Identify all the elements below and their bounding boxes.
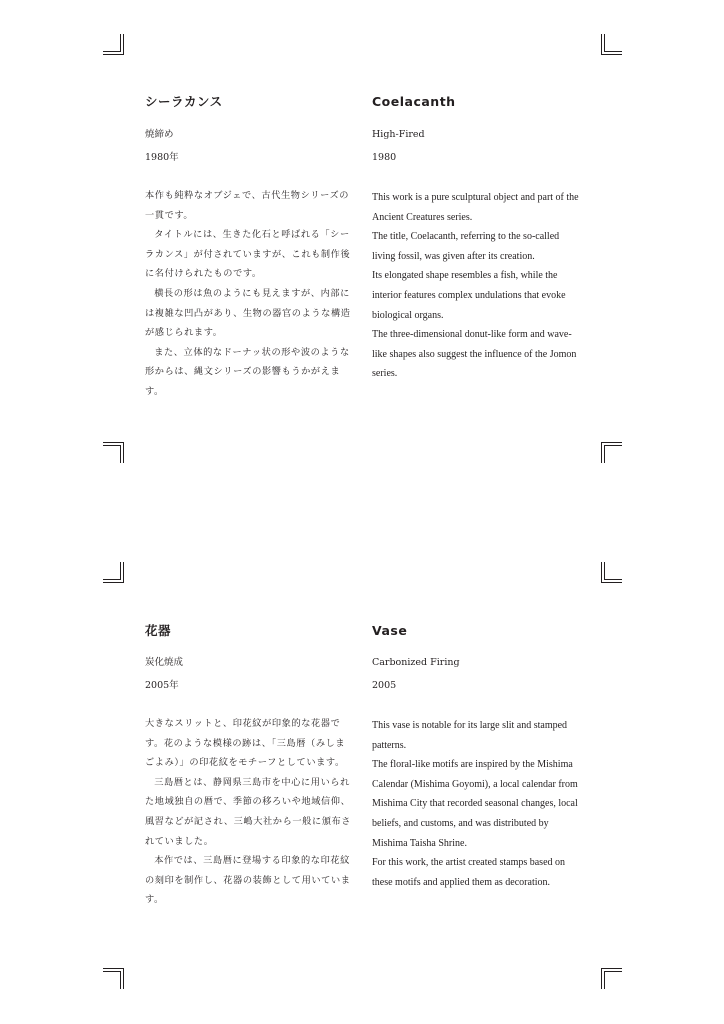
english-title: Vase [372,623,408,638]
japanese-paragraph: 本作も純粋なオブジェで、古代生物シリーズの一貫です。 [145,190,350,221]
japanese-paragraph: 横長の形は魚のようにも見えますが、内部には複雑な凹凸があり、生物の器官のような構造が感じられます。 [145,287,351,339]
crop-mark-top-right-2 [600,562,622,584]
japanese-paragraph: 大きなスリットと、印花紋が印象的な花器です。花のような模様の跡は、「三島暦（みしまごよみ）」の印花紋をモチーフとしています。 [145,718,346,769]
crop-mark-bottom-right-2 [600,967,622,989]
english-description [372,716,584,892]
japanese-paragraph: また、立体的なドーナッ状の形や波のような形からは、縄文シリーズの影響もうかがえます。 [145,346,350,397]
crop-mark-top-left-2 [103,562,125,584]
japanese-year: 1980年 [145,152,179,163]
english-technique: High-Fired [372,129,425,140]
english-year: 2005 [372,680,397,691]
japanese-paragraph: タイトルには、生きた化石と呼ばれる「シーラカンス」が付されていますが、これも制作後に名付けられたものです。 [145,229,351,280]
english-description [372,188,584,384]
english-paragraph: Its elongated shape resembles a fish, while the interior features complex undulations that evoke biological organs. [372,270,566,321]
english-paragraph: The floral-like motifs are inspired by the Mishima Calendar (Mishima Goyomi), a local calendar from Mishima City that recorded seasonal changes, local beliefs, and customs, and was distributed by Mishima Taisha Shrine. [372,759,578,849]
english-paragraph: For this work, the artist created stamps based on these motifs and applied them as decoration. [372,857,566,888]
english-paragraph: The three-dimensional donut-like form and wave-like shapes also suggest the influence of the Jomon series. [372,329,577,380]
japanese-technique: 炭化焼成 [145,657,184,668]
japanese-paragraph: 本作では、三島暦に登場する印象的な印花紋の刻印を制作し、花器の装飾として用いています。 [145,855,351,906]
japanese-year: 2005年 [145,680,179,691]
crop-mark-bottom-right-1 [600,441,622,463]
japanese-technique: 焼締め [145,129,174,140]
english-technique: Carbonized Firing [372,657,460,668]
english-title: Coelacanth [372,94,456,109]
japanese-title: 花器 [145,623,172,638]
japanese-description [145,186,353,402]
japanese-description [145,714,353,910]
english-paragraph: This vase is notable for its large slit and stamped patterns. [372,720,568,751]
crop-mark-bottom-left-1 [103,441,125,463]
english-year: 1980 [372,152,397,163]
english-paragraph: This work is a pure sculptural object and part of the Ancient Creatures series. [372,192,579,223]
crop-mark-top-right-1 [600,34,622,56]
japanese-title: シーラカンス [145,94,223,109]
english-paragraph: The title, Coelacanth, referring to the so-called living fossil, was given after its creation. [372,231,560,262]
crop-mark-bottom-left-2 [103,967,125,989]
japanese-paragraph: 三島暦とは、静岡県三島市を中心に用いられた地域独自の暦で、季節の移ろいや地域信仰、風習などが記され、三嶋大社から一般に頒布されていました。 [145,776,352,847]
crop-mark-top-left-1 [103,34,125,56]
